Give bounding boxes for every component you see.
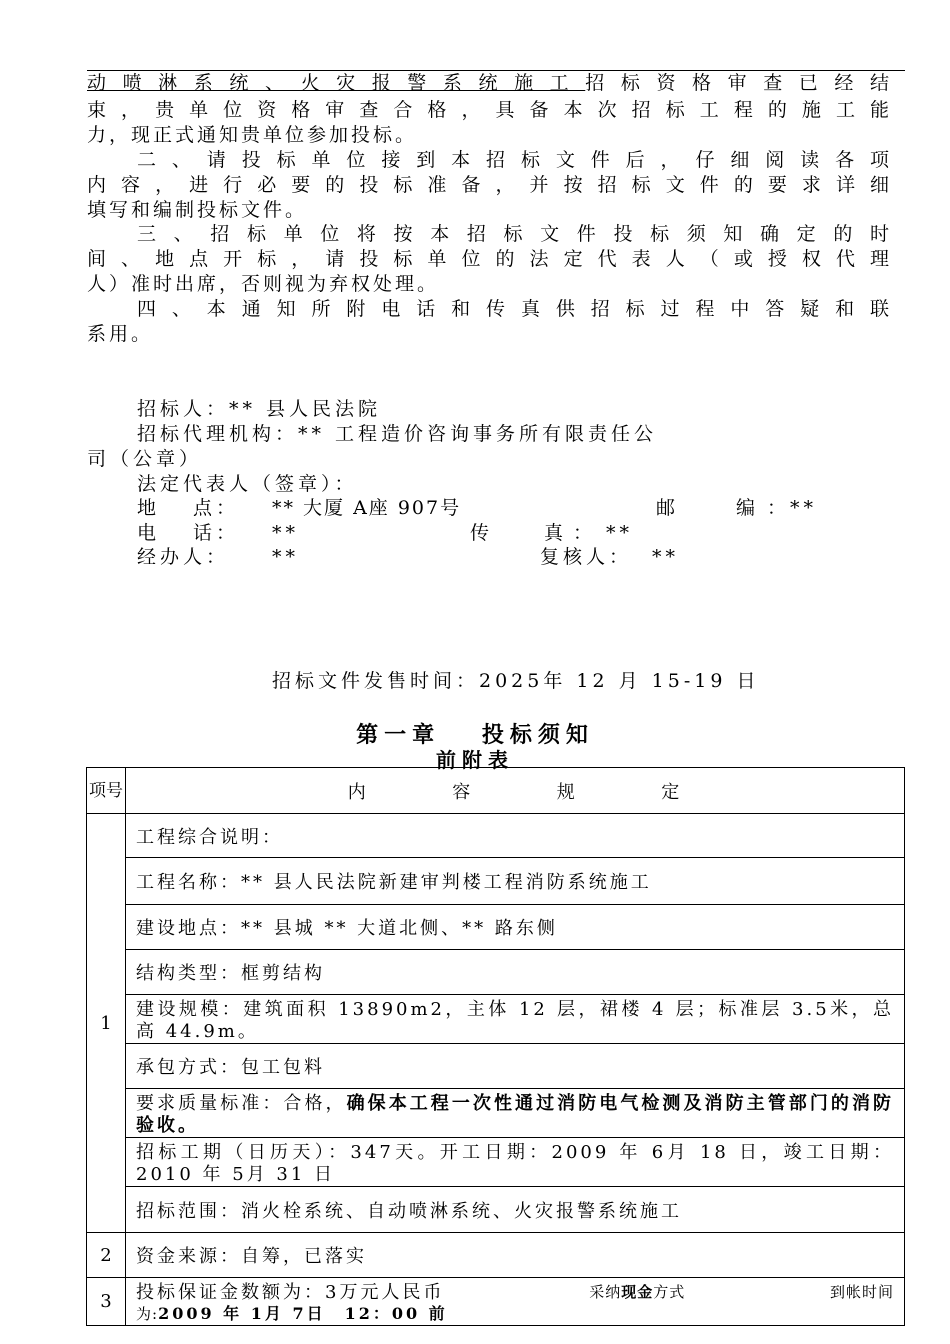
deposit-method-prefix: 采纳 (589, 1283, 622, 1301)
row-structure: 结构类型：框剪结构 (126, 950, 905, 995)
table-row (87, 950, 905, 995)
intro-line-1-rest: 招标资格审查已经结 (585, 72, 892, 94)
table-row (87, 1044, 905, 1089)
header-char: 内 (347, 781, 369, 803)
header-item-number: 项号 (87, 768, 126, 814)
table-row (87, 1278, 905, 1326)
row-quality (126, 1089, 905, 1138)
legal-representative: 法定代表人（签章）： (137, 473, 358, 495)
deposit-method-cash: 现金 (621, 1283, 654, 1301)
handler-value: ** (272, 546, 299, 568)
row-funding: 资金来源：自筹，已落实 (126, 1233, 905, 1278)
agency-line-2: 司（公章） (87, 448, 203, 470)
para2-line-3: 填写和编制投标文件。 (87, 199, 308, 221)
row-overview: 工程综合说明： (126, 814, 905, 858)
intro-line-1 (87, 71, 892, 95)
header-content (126, 768, 905, 814)
intro-line-2: 束，贵单位资格审查合格，具备本次招标工程的施工能 (87, 99, 892, 121)
para2-line-1: 二、请投标单位接到本招标文件后，仔细阅读各项 (137, 149, 892, 171)
chapter-title: 第一章 投标须知 (356, 723, 594, 748)
header-char: 定 (661, 781, 683, 803)
deposit-arrival-prefix: 为: (136, 1305, 159, 1323)
row-location: 建设地点：** 县城 ** 大道北侧、** 路东侧 (126, 905, 905, 950)
row-3-number: 3 (87, 1278, 126, 1326)
phone-label: 电 话： (137, 522, 240, 544)
pre-attached-table (86, 767, 905, 1326)
deposit-method-suffix: 方式 (653, 1283, 686, 1301)
para3-line-1: 三、招标单位将按本招标文件投标须知确定的时 (137, 223, 892, 245)
agency-line-1: 招标代理机构：** 工程造价咨询事务所有限责任公 (137, 423, 658, 445)
sale-time: 招标文件发售时间：2025年 12 月 15-19 日 (272, 670, 760, 692)
row-project-name: 工程名称：** 县人民法院新建审判楼工程消防系统施工 (126, 858, 905, 905)
postcode-label: 邮 编： (656, 497, 799, 519)
deposit-amount: 投标保证金数额为：3万元人民币 (136, 1282, 445, 1303)
project-name-underlined: 动喷淋系统、火灾报警系统施工 (87, 72, 586, 94)
row-deposit (126, 1278, 905, 1326)
table-row (87, 905, 905, 950)
row-scale: 建设规模：建筑面积 13890m2，主体 12 层，裙楼 4 层；标准层 3.5米，总高 44.9m。 (126, 995, 905, 1044)
table-row (87, 995, 905, 1044)
para3-line-3: 人）准时出席，否则视为弃权处理。 (87, 273, 440, 295)
table-header-row (87, 768, 905, 814)
reviewer-label: 复核人： (540, 546, 633, 568)
deposit-arrival-label: 到帐时间 (829, 1283, 894, 1301)
table-row (87, 1187, 905, 1233)
group-1-number: 1 (87, 814, 126, 1233)
table-title: 前附表 (436, 748, 514, 772)
row-scope: 招标范围：消火栓系统、自动喷淋系统、火灾报警系统施工 (126, 1187, 905, 1233)
address-label: 地 点： (137, 497, 240, 519)
fax-label: 传 真： (470, 522, 603, 544)
tenderer: 招标人：** 县人民法院 (137, 398, 382, 420)
para2-line-2: 内容，进行必要的投标准备，并按招标文件的要求详细 (87, 174, 892, 196)
row-contract-mode: 承包方式：包工包料 (126, 1044, 905, 1089)
quality-normal: 要求质量标准：合格， (136, 1093, 347, 1114)
row-period: 招标工期（日历天）：347天。开工日期：2009 年 6月 18 日，竣工日期：2010 年 5月 31 日 (126, 1138, 905, 1187)
address-value: ** 大厦 A座 907号 (272, 497, 462, 519)
handler-label: 经办人： (137, 546, 230, 568)
table-row (87, 858, 905, 905)
header-char: 容 (452, 781, 474, 803)
reviewer-value: ** (652, 546, 679, 568)
header-char: 规 (556, 781, 578, 803)
row-2-number: 2 (87, 1233, 126, 1278)
para3-line-2: 间、地点开标，请投标单位的法定代表人（或授权代理 (87, 248, 892, 270)
table-row (87, 1089, 905, 1138)
table-row (87, 1138, 905, 1187)
quality-bold: 确保本工程一次性通过消防电气检测及消防主管部门的消防验收。 (136, 1093, 895, 1136)
para4-line-2: 系用。 (87, 323, 154, 345)
phone-value: ** (272, 522, 299, 544)
para4-line-1: 四、本通知所附电话和传真供招标过程中答疑和联 (137, 298, 892, 320)
fax-value: ** (606, 522, 633, 544)
postcode-value: ** (790, 497, 817, 519)
intro-line-3: 力，现正式通知贵单位参加投标。 (87, 124, 418, 146)
table-row (87, 1233, 905, 1278)
table-row (87, 814, 905, 858)
deposit-method (589, 1282, 685, 1303)
deposit-deadline: 2009 年 1月 7日 12：00 前 (158, 1304, 448, 1323)
